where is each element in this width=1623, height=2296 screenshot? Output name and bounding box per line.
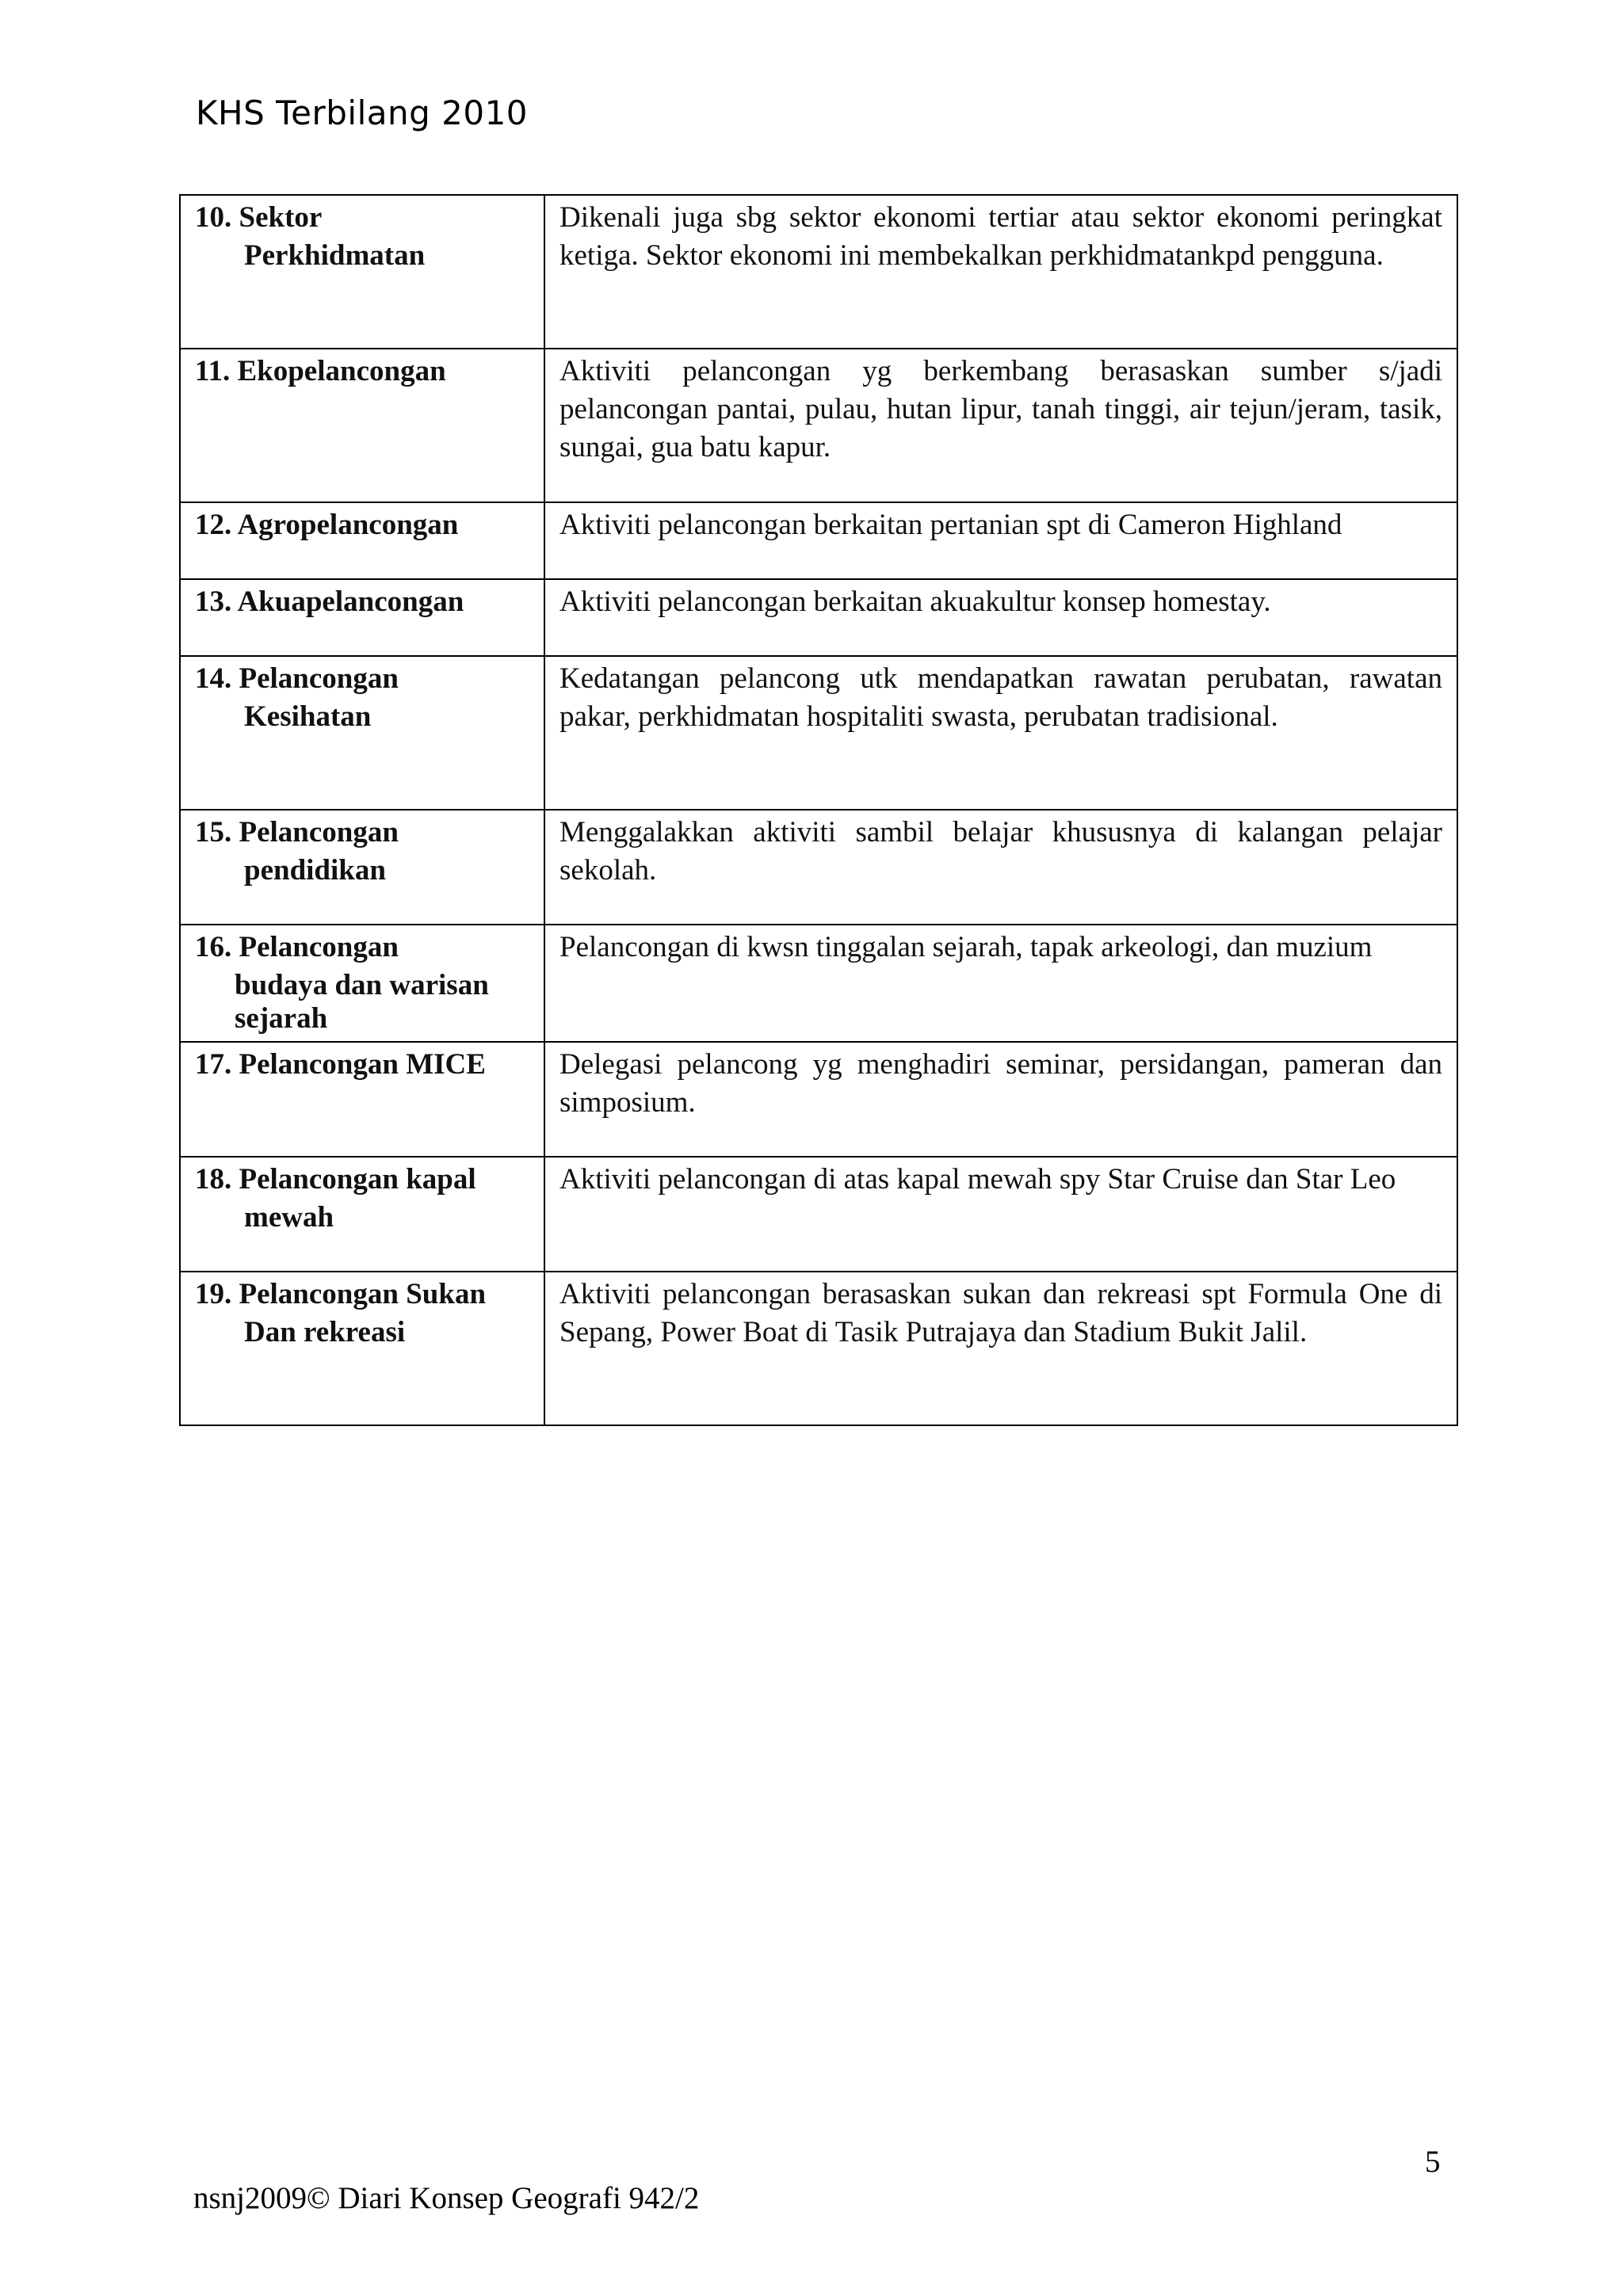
- term-line: 15. Pelancongan: [195, 816, 399, 849]
- definition-cell: Aktiviti pelancongan berasaskan sukan dan rekreasi spt Formula One di Sepang, Power Boat di Tasik Putrajaya dan Stadium Bukit Jalil.: [544, 1272, 1457, 1425]
- table-row: [180, 1272, 1457, 1425]
- term-line: 19. Pelancongan Sukan: [195, 1278, 487, 1310]
- definition-cell: Pelancongan di kwsn tinggalan sejarah, tapak arkeologi, dan muzium: [544, 925, 1457, 1042]
- table-row: [180, 1042, 1457, 1157]
- term-cell: [180, 656, 544, 810]
- term-cell: [180, 1157, 544, 1272]
- term-line: 11. Ekopelancongan: [195, 355, 446, 387]
- term-line: 13. Akuapelancongan: [195, 585, 464, 618]
- definition-cell: Aktiviti pelancongan berkaitan pertanian spt di Cameron Highland: [544, 502, 1457, 579]
- term-line: 16. Pelancongan: [195, 931, 399, 963]
- page-footer: nsnj2009© Diari Konsep Geografi 942/2: [193, 2181, 700, 2215]
- term-line-continued: sejarah: [235, 1002, 328, 1035]
- table-row: [180, 579, 1457, 656]
- term-line: 14. Pelancongan: [195, 662, 399, 695]
- definition-cell: Aktiviti pelancongan berkaitan akuakultur konsep homestay.: [544, 579, 1457, 656]
- term-line-continued: pendidikan: [244, 854, 386, 887]
- definition-cell: Aktiviti pelancongan yg berkembang berasaskan sumber s/jadi pelancongan pantai, pulau, hutan lipur, tanah tinggi, air tejun/jeram, tasik, sungai, gua batu kapur.: [544, 349, 1457, 502]
- term-cell: [180, 195, 544, 349]
- page-header-title: KHS Terbilang 2010: [196, 93, 529, 132]
- term-cell: [180, 925, 544, 1042]
- table-row: [180, 656, 1457, 810]
- term-line: 18. Pelancongan kapal: [195, 1163, 476, 1196]
- concept-table: [179, 194, 1458, 1426]
- table-row: [180, 195, 1457, 349]
- table-row: [180, 349, 1457, 502]
- term-cell: [180, 502, 544, 579]
- definition-cell: Dikenali juga sbg sektor ekonomi tertiar atau sektor ekonomi peringkat ketiga. Sektor ekonomi ini membekalkan perkhidmatankpd pengguna.: [544, 195, 1457, 349]
- term-line: 12. Agropelancongan: [195, 509, 459, 541]
- term-line: 10. Sektor: [195, 201, 323, 234]
- term-cell: [180, 349, 544, 502]
- definition-cell: Delegasi pelancong yg menghadiri seminar, persidangan, pameran dan simposium.: [544, 1042, 1457, 1157]
- table-row: [180, 1157, 1457, 1272]
- term-line-continued: Kesihatan: [244, 700, 372, 733]
- table-row: [180, 925, 1457, 1042]
- table-row: [180, 810, 1457, 925]
- term-cell: [180, 579, 544, 656]
- definition-cell: Aktiviti pelancongan di atas kapal mewah spy Star Cruise dan Star Leo: [544, 1157, 1457, 1272]
- page-number: 5: [1425, 2145, 1441, 2179]
- term-cell: [180, 1272, 544, 1425]
- table-row: [180, 502, 1457, 579]
- term-line-continued: budaya dan warisan: [235, 969, 489, 1001]
- term-line-continued: mewah: [244, 1201, 334, 1234]
- definition-cell: Menggalakkan aktiviti sambil belajar khususnya di kalangan pelajar sekolah.: [544, 810, 1457, 925]
- term-line-continued: Perkhidmatan: [244, 239, 426, 272]
- definition-cell: Kedatangan pelancong utk mendapatkan rawatan perubatan, rawatan pakar, perkhidmatan hospitaliti swasta, perubatan tradisional.: [544, 656, 1457, 810]
- term-cell: [180, 810, 544, 925]
- term-line-continued: Dan rekreasi: [244, 1316, 406, 1348]
- term-line: 17. Pelancongan MICE: [195, 1048, 486, 1081]
- term-cell: [180, 1042, 544, 1157]
